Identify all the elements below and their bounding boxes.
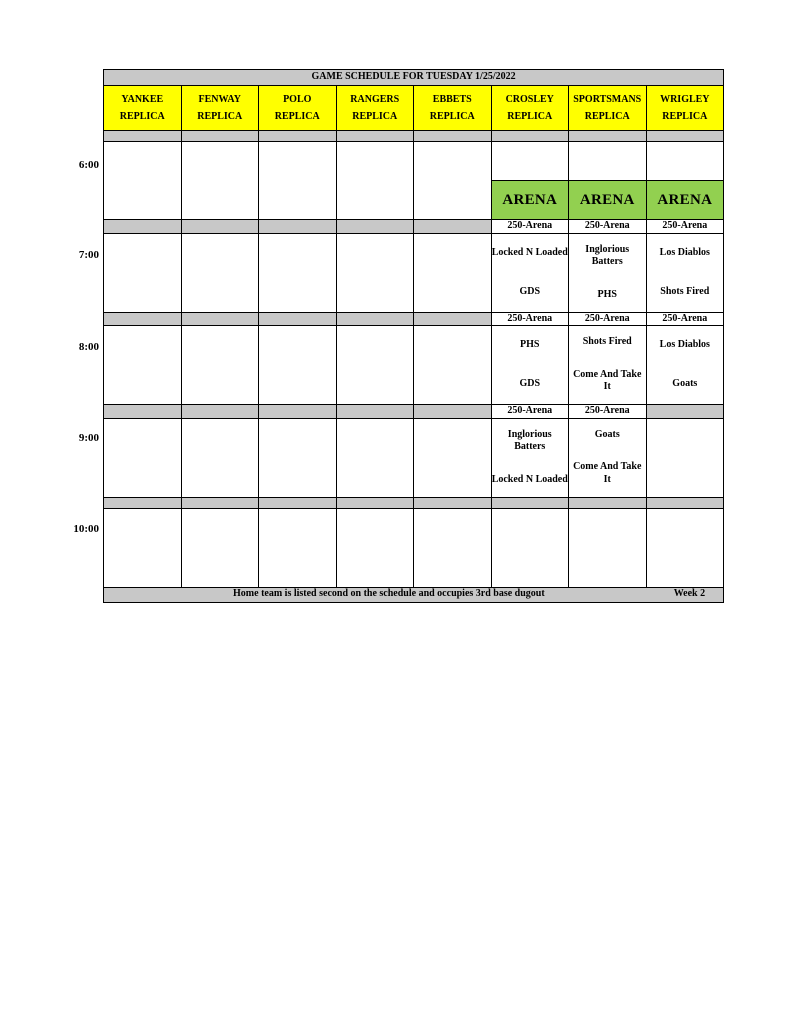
game-cell	[491, 326, 569, 405]
slot-8-row	[104, 326, 724, 405]
arena-tag: 250-Arena	[491, 312, 569, 326]
away-team: Locked N Loaded	[491, 246, 568, 258]
arena-tag: 250-Arena	[646, 312, 724, 326]
footer-row	[104, 587, 724, 602]
field-header-fenway: FENWAY REPLICA	[181, 86, 259, 131]
arena-tag: 250-Arena	[569, 312, 647, 326]
game-cell	[491, 418, 569, 497]
field-header-wrigley: WRIGLEY REPLICA	[646, 86, 724, 131]
home-team: GDS	[519, 285, 541, 297]
time-7: 7:00	[78, 249, 99, 261]
time-8: 8:00	[78, 341, 99, 353]
away-team: Los Diablos	[659, 339, 710, 351]
schedule-title: GAME SCHEDULE FOR TUESDAY 1/25/2022	[104, 70, 724, 86]
field-header-row	[104, 86, 724, 131]
game-cell	[569, 418, 647, 497]
separator-row	[104, 497, 724, 508]
game-cell	[646, 233, 724, 312]
schedule-table	[103, 69, 724, 603]
arena-label-sportsmans: ARENA	[569, 181, 647, 220]
home-team: Goats	[672, 378, 698, 390]
away-team: Los Diablos	[659, 246, 710, 258]
game-cell	[569, 233, 647, 312]
slot-7-row	[104, 233, 724, 312]
separator-row	[104, 405, 724, 419]
home-team: PHS	[597, 288, 617, 300]
slot-6-row-top	[104, 142, 724, 181]
away-team: Goats	[594, 428, 620, 440]
time-10: 10:00	[73, 523, 99, 535]
separator-row	[104, 220, 724, 234]
arena-tag: 250-Arena	[569, 220, 647, 234]
field-header-polo: POLO REPLICA	[259, 86, 337, 131]
arena-tag: 250-Arena	[491, 405, 569, 419]
field-header-yankee: YANKEE REPLICA	[104, 86, 182, 131]
home-team: Come And Take It	[573, 461, 642, 485]
field-header-sportsmans: SPORTSMANS REPLICA	[569, 86, 647, 131]
separator-row	[104, 312, 724, 326]
field-header-rangers: RANGERS REPLICA	[336, 86, 414, 131]
game-cell	[491, 233, 569, 312]
home-team: GDS	[519, 378, 541, 390]
slot-9-row	[104, 418, 724, 497]
arena-tag: 250-Arena	[569, 405, 647, 419]
away-team: Inglorious Batters	[507, 428, 552, 453]
arena-label-crosley: ARENA	[491, 181, 569, 220]
time-9: 9:00	[78, 432, 99, 444]
away-team: Inglorious Batters	[585, 243, 630, 268]
away-team: PHS	[520, 339, 540, 351]
home-team: Shots Fired	[660, 285, 710, 297]
away-team: Shots Fired	[582, 336, 632, 348]
field-header-ebbets: EBBETS REPLICA	[414, 86, 492, 131]
game-cell	[569, 326, 647, 405]
footer-note: Home team is listed second on the schedule and occupies 3rd base dugout	[233, 588, 545, 600]
week-label: Week 2	[673, 588, 706, 600]
game-cell	[646, 326, 724, 405]
time-6: 6:00	[78, 159, 99, 171]
home-team: Come And Take It	[573, 368, 642, 393]
arena-label-wrigley: ARENA	[646, 181, 724, 220]
separator-row	[104, 131, 724, 142]
home-team: Locked N Loaded	[491, 473, 568, 485]
slot-10-row	[104, 508, 724, 587]
arena-tag: 250-Arena	[646, 220, 724, 234]
field-header-crosley: CROSLEY REPLICA	[491, 86, 569, 131]
arena-tag: 250-Arena	[491, 220, 569, 234]
